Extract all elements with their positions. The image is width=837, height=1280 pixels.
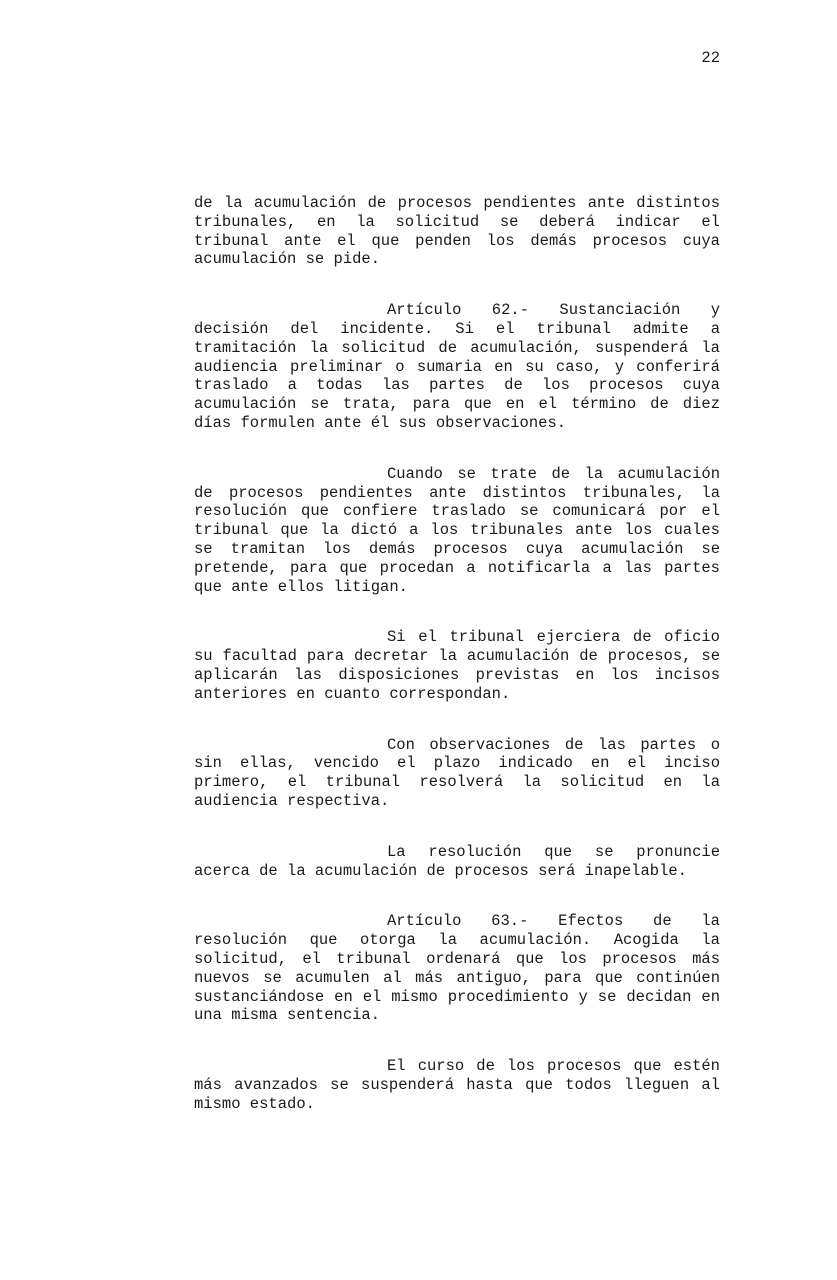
paragraph-article-62: Artículo 62.- Sustanciación y decisión del incidente. Si el tribunal admite a tramitación la solicitud de acumulación, suspenderá la audiencia preliminar o sumaria en su caso, y conferirá traslado a todas las partes de los procesos cuya acumulación se trata, para que en el término de diez días formulen ante él sus observaciones. [194,301,720,432]
paragraph-observations: Con observaciones de las partes o sin ellas, vencido el plazo indicado en el inciso primero, el tribunal resolverá la solicitud en la audiencia respectiva. [194,735,720,810]
paragraph-inapelable: La resolución que se pronuncie acerca de la acumulación de procesos será inapelable. [194,842,720,880]
paragraph-distinct-tribunals: Cuando se trate de la acumulación de procesos pendientes ante distintos tribunales, la resolución que confiere traslado se comunicará por el tribunal que la dictó a los tribunales ante los cuales se tramitan los demás procesos cuya acumulación se pretende, para que procedan a notificarla a las partes que ante ellos litigan. [194,464,720,596]
document-body [194,194,720,1113]
paragraph-article-63: Artículo 63.- Efectos de la resolución que otorga la acumulación. Acogida la solicitud, el tribunal ordenará que los procesos más nuevos se acumulen al más antiguo, para que continúen sustanciándose en el mismo procedimiento y se decidan en una misma sentencia. [194,912,720,1025]
paragraph-ex-officio: Si el tribunal ejerciera de oficio su facultad para decretar la acumulación de procesos, se aplicarán las disposiciones previstas en los incisos anteriores en cuanto correspondan. [194,628,720,703]
paragraph-suspension: El curso de los procesos que estén más avanzados se suspenderá hasta que todos lleguen al mismo estado. [194,1057,720,1113]
page-number: 22 [701,49,720,67]
paragraph-continuation: de la acumulación de procesos pendientes ante distintos tribunales, en la solicitud se deberá indicar el tribunal ante el que penden los demás procesos cuya acumulación se pide. [194,194,720,269]
